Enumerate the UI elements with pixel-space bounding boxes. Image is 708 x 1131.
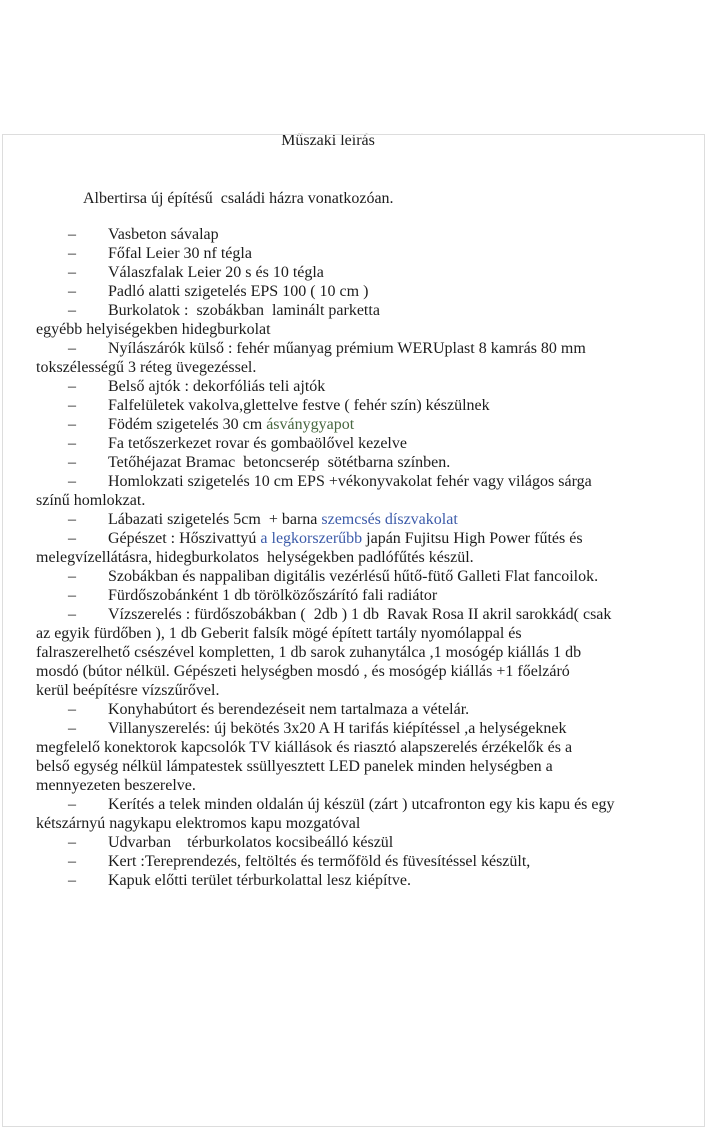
- list-item-text: Kert :Tereprendezés, feltöltés és termőföld és füvesítéssel készült,: [108, 853, 531, 870]
- list-item-text: Nyílászárók külső : fehér műanyag prémium WERUplast 8 kamrás 80 mm: [108, 340, 586, 357]
- list-item-continuation: [36, 757, 708, 776]
- list-item-text: Homlokzati szigetelés 10 cm EPS +vékonyvakolat fehér vagy világos sárga: [108, 473, 592, 490]
- bullet-dash: –: [68, 397, 76, 414]
- bullet-list: [0, 225, 708, 890]
- list-item-text: Vízszerelés : fürdőszobákban ( 2db ) 1 db Ravak Rosa II akril sarokkád( csak: [108, 606, 612, 623]
- bullet-dash: –: [68, 720, 76, 737]
- list-item-text: belső egység nélkül lámpatestek ssüllyesztett LED panelek minden helységben a: [36, 758, 553, 775]
- list-item-continuation: [36, 548, 708, 567]
- list-item-continuation: [36, 738, 708, 757]
- bullet-dash: –: [68, 454, 76, 471]
- list-item: [68, 453, 708, 472]
- bullet-dash: –: [68, 606, 76, 623]
- bullet-dash: –: [68, 435, 76, 452]
- list-item-text-highlight: ásványgyapot: [266, 416, 355, 433]
- list-item-continuation: [36, 662, 708, 681]
- list-item-continuation: [36, 681, 708, 700]
- bullet-dash: –: [68, 264, 76, 281]
- list-item: [68, 586, 708, 605]
- list-item: [68, 472, 708, 491]
- list-item: [68, 795, 708, 814]
- list-item: [68, 871, 708, 890]
- bullet-dash: –: [68, 283, 76, 300]
- list-item-text: Falfelületek vakolva,glettelve festve ( fehér szín) készülnek: [108, 397, 490, 414]
- title-row: [0, 131, 708, 150]
- list-item: [68, 719, 708, 738]
- list-item: [68, 833, 708, 852]
- list-item-text: japán Fujitsu High Power fűtés és: [362, 530, 583, 547]
- list-item-text: kétszárnyú nagykapu elektromos kapu mozgatóval: [36, 815, 361, 832]
- bullet-dash: –: [68, 378, 76, 395]
- list-item-text: Főfal Leier 30 nf tégla: [108, 245, 252, 262]
- list-item-text: Lábazati szigetelés 5cm + barna: [108, 511, 322, 528]
- list-item-text: Udvarban térburkolatos kocsibeálló készül: [108, 834, 394, 851]
- list-item-continuation: [36, 643, 708, 662]
- list-item-text: Burkolatok : szobákban laminált parketta: [108, 302, 380, 319]
- list-item: [68, 605, 708, 624]
- list-item-text: színű homlokzat.: [36, 492, 146, 509]
- list-item-text-highlight: a legkorszerűbb: [260, 530, 363, 547]
- list-item: [68, 282, 708, 301]
- list-item-text: Födém szigetelés 30 cm: [108, 416, 267, 433]
- list-item-text: Válaszfalak Leier 20 s és 10 tégla: [108, 264, 324, 281]
- document-title: Műszaki leírás: [281, 132, 375, 149]
- bullet-dash: –: [68, 587, 76, 604]
- list-item-continuation: [36, 358, 708, 377]
- list-item: [68, 339, 708, 358]
- bullet-dash: –: [68, 245, 76, 262]
- list-item-text: Gépészet : Hőszivattyú: [108, 530, 261, 547]
- list-item: [68, 434, 708, 453]
- bullet-dash: –: [68, 568, 76, 585]
- list-item: [68, 529, 708, 548]
- bullet-dash: –: [68, 701, 76, 718]
- list-item-text: Villanyszerelés: új bekötés 3x20 A H tarifás kiépítéssel ,a helységeknek: [108, 720, 567, 737]
- list-item: [68, 415, 708, 434]
- bullet-dash: –: [68, 473, 76, 490]
- intro-paragraph: Albertirsa új építésű családi házra vonatkozóan.: [83, 190, 394, 207]
- list-item-text: kerül beépítésre vízszűrővel.: [36, 682, 220, 699]
- list-item-text: egyébb helyiségekben hidegburkolat: [36, 321, 271, 338]
- bullet-dash: –: [68, 530, 76, 547]
- list-item-text: Fa tetőszerkezet rovar és gombaölővel kezelve: [108, 435, 407, 452]
- list-item: [68, 225, 708, 244]
- list-item: [68, 852, 708, 871]
- list-item-text: mosdó (bútor nélkül. Gépészeti helységben mosdó , és mosógép kiállás +1 főelzáró: [36, 663, 570, 680]
- list-item: [68, 301, 708, 320]
- bullet-dash: –: [68, 872, 76, 889]
- list-item-continuation: [36, 491, 708, 510]
- list-item-continuation: [36, 320, 708, 339]
- list-item-text: Kapuk előtti terület térburkolattal lesz kiépítve.: [108, 872, 412, 889]
- list-item-text: Fürdőszobánként 1 db törölközőszárító fali radiátor: [108, 587, 438, 604]
- list-item-text: tokszélességű 3 réteg üvegezéssel.: [36, 359, 257, 376]
- list-item-text: melegvízellátásra, hidegburkolatos helységekben padlófűtés készül.: [36, 549, 474, 566]
- list-item-text: az egyik fürdőben ), 1 db Geberit falsík mögé épített tartály nyomólappal és: [36, 625, 522, 642]
- list-item: [68, 700, 708, 719]
- list-item: [68, 510, 708, 529]
- bullet-dash: –: [68, 834, 76, 851]
- list-item-continuation: [36, 776, 708, 795]
- bullet-dash: –: [68, 796, 76, 813]
- list-item: [68, 396, 708, 415]
- list-item-text: megfelelő konektorok kapcsolók TV kiállások és riasztó alapszerelés érzékelők és a: [36, 739, 573, 756]
- list-item: [68, 263, 708, 282]
- list-item-text: Vasbeton sávalap: [108, 226, 219, 243]
- list-item-text: Konyhabútort és berendezéseit nem tartalmaza a vételár.: [108, 701, 470, 718]
- bullet-dash: –: [68, 340, 76, 357]
- list-item-text: mennyezeten beszerelve.: [36, 777, 196, 794]
- list-item-continuation: [36, 624, 708, 643]
- list-item-text: Padló alatti szigetelés EPS 100 ( 10 cm ): [108, 283, 369, 300]
- list-item-text: Kerítés a telek minden oldalán új készül (zárt ) utcafronton egy kis kapu és egy: [108, 796, 615, 813]
- bullet-dash: –: [68, 302, 76, 319]
- bullet-dash: –: [68, 853, 76, 870]
- list-item-text-highlight: szemcsés díszvakolat: [321, 511, 458, 528]
- list-item-text: Tetőhéjazat Bramac betoncserép sötétbarna színben.: [108, 454, 451, 471]
- bullet-dash: –: [68, 511, 76, 528]
- list-item: [68, 567, 708, 586]
- list-item-continuation: [36, 814, 708, 833]
- list-item: [68, 244, 708, 263]
- list-item-text: Szobákban és nappaliban digitális vezérlésű hűtő-fütő Galleti Flat fancoilok.: [108, 568, 599, 585]
- list-item-text: Belső ajtók : dekorfóliás teli ajtók: [108, 378, 326, 395]
- list-item-text: falraszerelhető csészével kompletten, 1 db sarok zuhanytálca ,1 mosógép kiállás 1 db: [36, 644, 582, 661]
- list-item: [68, 377, 708, 396]
- bullet-dash: –: [68, 416, 76, 433]
- bullet-dash: –: [68, 226, 76, 243]
